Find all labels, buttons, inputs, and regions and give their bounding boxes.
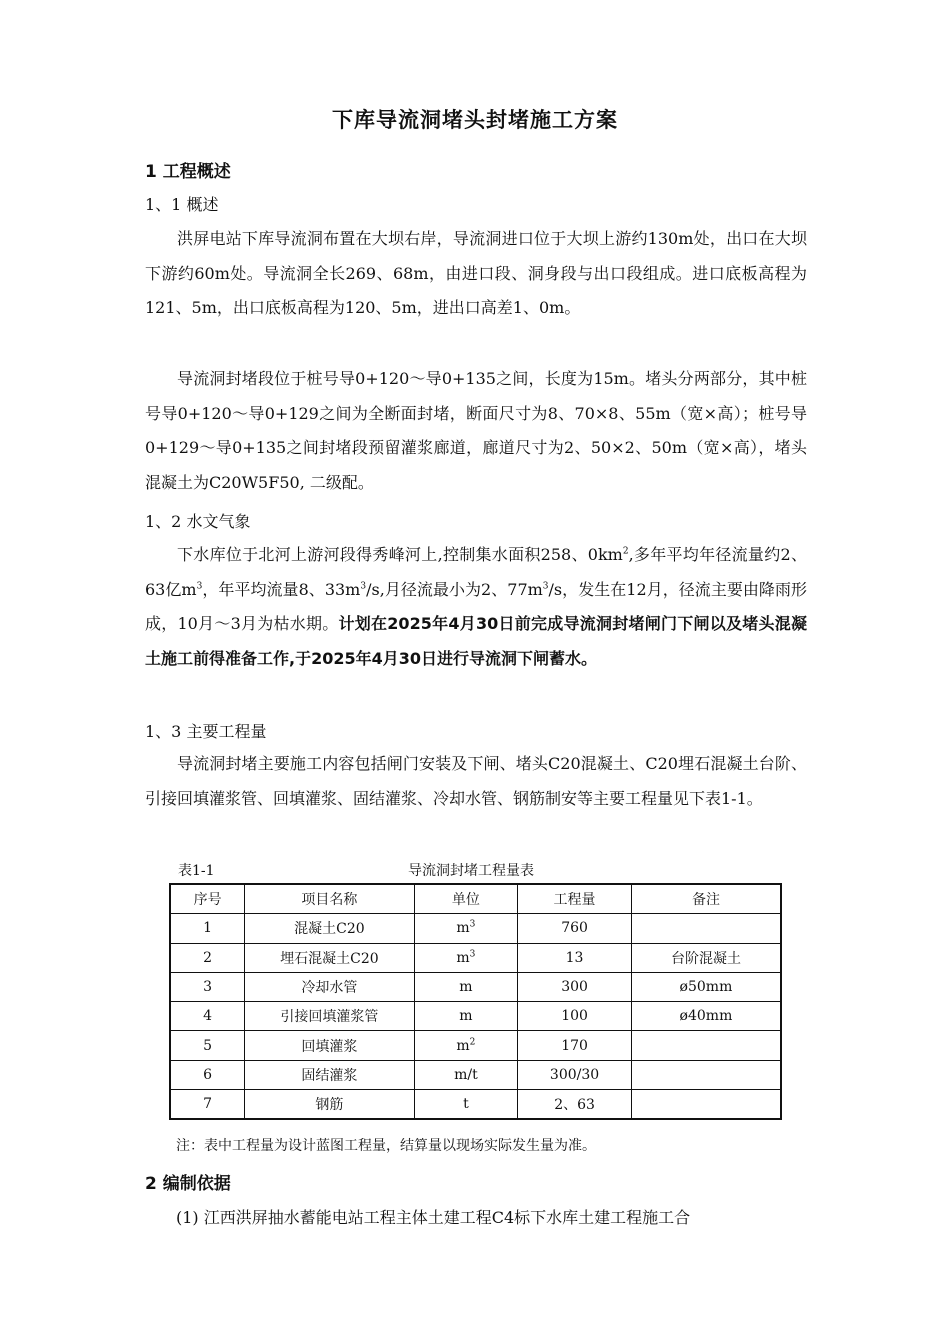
cell-qty: 100: [518, 1002, 632, 1031]
cell-note: 台阶混凝土: [631, 943, 781, 972]
cell-name: 混凝土C20: [245, 914, 414, 943]
cell-unit: t: [414, 1090, 518, 1120]
cell-name: 引接回填灌浆管: [245, 1002, 414, 1031]
section-1-3-heading: 1、3 主要工程量: [145, 722, 267, 741]
cell-no: 2: [170, 943, 245, 972]
column-header: 项目名称: [245, 884, 414, 914]
section-2-heading: 2 编制依据: [145, 1174, 231, 1194]
superscript: 2: [622, 546, 629, 557]
column-header: 单位: [414, 884, 518, 914]
section-1-1-paragraph-2: 导流洞封堵段位于桩号导0+120～导0+135之间，长度为15m。堵头分两部分，其中桩号导0+120～导0+129之间为全断面封堵，断面尺寸为8、70×8、55m（宽×高）；桩号导0+129～导0+135之间封堵段预留灌浆廊道，廊道尺寸为2、50×2、50m（宽×高），堵头混凝土为C20W5F50, 二级配。: [145, 369, 807, 492]
cell-name: 冷却水管: [245, 972, 414, 1001]
superscript: 3: [360, 581, 367, 592]
cell-note: ø50mm: [631, 972, 781, 1001]
cell-qty: 760: [518, 914, 632, 943]
cell-no: 1: [170, 914, 245, 943]
cell-qty: 300: [518, 972, 632, 1001]
column-header: 备注: [631, 884, 781, 914]
cell-unit: m: [414, 972, 518, 1001]
section-1-3-paragraph: 导流洞封堵主要施工内容包括闸门安装及下闸、堵头C20混凝土、C20埋石混凝土台阶、引接回填灌浆管、回填灌浆、固结灌浆、冷却水管、钢筋制安等主要工程量见下表1-1。: [145, 754, 807, 808]
table-title: 导流洞封堵工程量表: [408, 863, 534, 879]
superscript: 3: [542, 581, 549, 592]
hydrology-text-c: ，年平均流量8、33m: [202, 579, 361, 599]
cell-note: ø40mm: [631, 1002, 781, 1031]
cell-no: 3: [170, 972, 245, 1001]
table-row: [170, 943, 781, 972]
hydrology-text-d: /s,月径流最小为2、77m: [366, 579, 543, 599]
cell-note: [631, 1060, 781, 1089]
section-1-1-heading: 1、1 概述: [145, 195, 219, 214]
cell-no: 5: [170, 1031, 245, 1060]
cell-unit: m/t: [414, 1060, 518, 1089]
hydrology-text-e: /s，发生在12月，径流主要由降雨形成，10月～3月为枯水期。: [145, 579, 807, 633]
cell-note: [631, 1090, 781, 1120]
table-footnote: 注：表中工程量为设计蓝图工程量，结算量以现场实际发生量为准。: [176, 1138, 596, 1154]
table-header-row: [170, 884, 781, 914]
document-title: 下库导流洞堵头封堵施工方案: [332, 108, 618, 132]
cell-name: 固结灌浆: [245, 1060, 414, 1089]
table-row: [170, 1090, 781, 1120]
cell-qty: 13: [518, 943, 632, 972]
table-row: [170, 972, 781, 1001]
cell-name: 回填灌浆: [245, 1031, 414, 1060]
cell-no: 6: [170, 1060, 245, 1089]
column-header: 序号: [170, 884, 245, 914]
cell-name: 钢筋: [245, 1090, 414, 1120]
section-1-heading: 1 工程概述: [145, 162, 231, 182]
cell-note: [631, 1031, 781, 1060]
table-label: 表1-1: [178, 863, 215, 879]
cell-qty: 170: [518, 1031, 632, 1060]
cell-unit: $m^3$: [414, 914, 518, 943]
quantity-table: [169, 883, 782, 1120]
section-1-1-paragraph-1: 洪屏电站下库导流洞布置在大坝右岸，导流洞进口位于大坝上游约130m处，出口在大坝下游约60m处。导流洞全长269、68m，由进口段、洞身段与出口段组成。进口底板高程为121、5m，出口底板高程为120、5m，进出口高差1、0m。: [145, 229, 807, 317]
table-row: [170, 914, 781, 943]
cell-qty: 300/30: [518, 1060, 632, 1089]
cell-unit: m: [414, 1002, 518, 1031]
column-header: 工程量: [518, 884, 632, 914]
superscript: 3: [196, 581, 203, 592]
basis-item-1: (1) 江西洪屏抽水蓄能电站工程主体土建工程C4标下水库土建工程施工合: [176, 1208, 691, 1227]
table-row: [170, 1060, 781, 1089]
cell-unit: $m^2$: [414, 1031, 518, 1060]
hydrology-text-a: 下水库位于北河上游河段得秀峰河上,控制集水面积258、0km: [177, 545, 623, 564]
table-row: [170, 1002, 781, 1031]
hydrology-text-b: ,多年平均年径流量约2、63亿m: [145, 545, 807, 599]
section-1-2-heading: 1、2 水文气象: [145, 512, 251, 531]
schedule-plan-bold: 计划在2025年4月30日前完成导流洞封堵闸门下闸以及堵头混凝土施工前得准备工作,于2025年4月30日进行导流洞下闸蓄水。: [145, 614, 807, 668]
cell-name: 埋石混凝土C20: [245, 943, 414, 972]
cell-unit: $m^3$: [414, 943, 518, 972]
cell-note: [631, 914, 781, 943]
cell-qty: 2、63: [518, 1090, 632, 1120]
table-row: [170, 1031, 781, 1060]
cell-no: 4: [170, 1002, 245, 1031]
section-1-2-paragraph: [145, 538, 807, 676]
cell-no: 7: [170, 1090, 245, 1120]
